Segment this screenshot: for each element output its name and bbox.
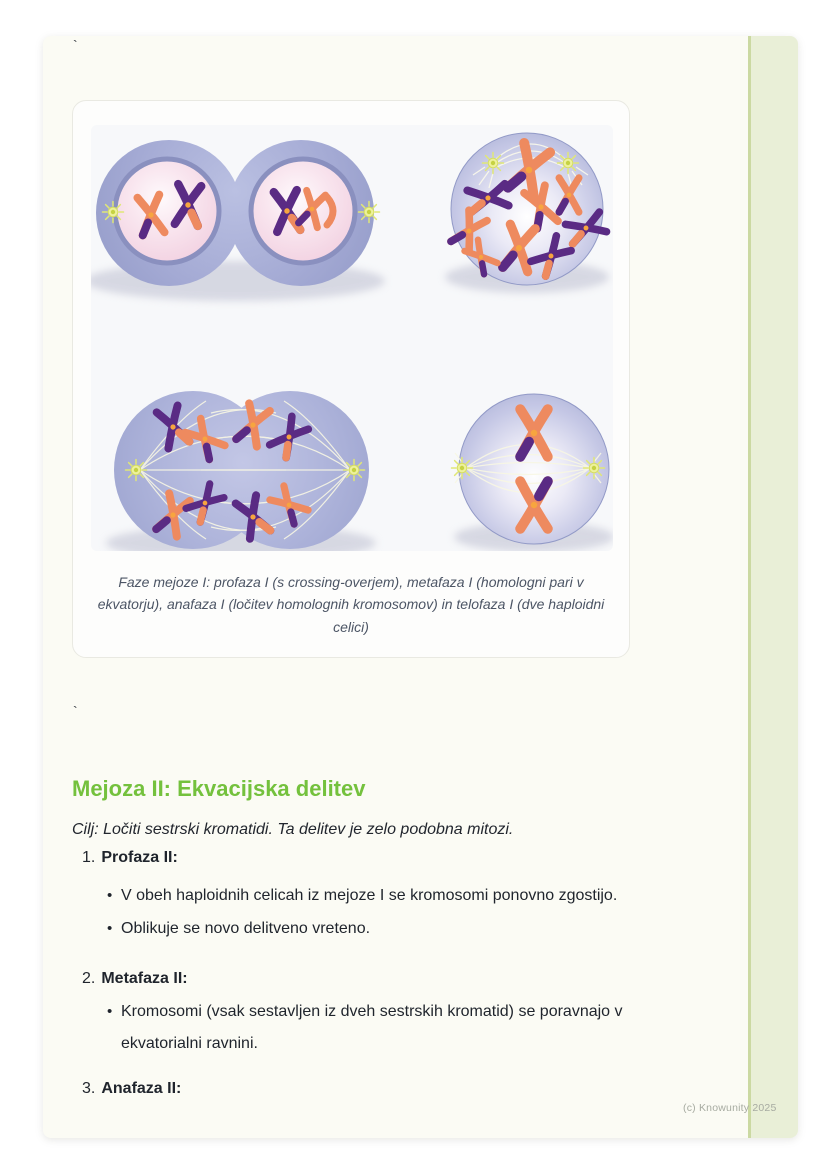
figure-caption: Faze mejoze I: profaza I (s crossing-overjem), metafaza I (homologni pari v ekvatorju), anafaza I (ločitev homolognih kromosomov) in telofaza I (dve haploidni celici) [97,574,605,635]
figure-card [72,100,630,658]
centrosome-icon [452,458,473,479]
green-margin-stripe [748,36,798,1138]
list-title: Metafaza II: [101,970,188,987]
list-title: Profaza II: [101,849,178,866]
list-item-profaza-ii [82,848,178,868]
list-item-anafaza-ii [82,1079,181,1099]
centrosome-icon [483,153,504,174]
centrosome-icon [359,202,380,223]
list-title: Anafaza II: [101,1080,182,1097]
list-number: 1. [82,849,96,866]
bullet-icon: • [107,887,113,904]
bullet-icon: • [107,920,113,937]
meiosis-illustration [91,125,613,551]
centrosome-icon [558,153,579,174]
centrosome-icon [584,458,605,479]
bullet-icon: • [107,1003,113,1020]
bullet-text: V obeh haploidnih celicah iz mejoze I se kromosomi ponovno zgostijo. [121,887,618,904]
metaphase-ii-cell [452,394,610,544]
centrosome-icon [344,460,365,481]
list-bullet [107,913,370,945]
content-panel [43,36,798,1138]
stray-backtick-mid: ` [73,703,78,719]
section-heading: Mejoza II: Ekvacijska delitev [72,776,366,802]
list-number: 3. [82,1080,96,1097]
list-bullet [107,996,706,1060]
list-number: 2. [82,970,96,987]
centrosome-icon [126,460,147,481]
intro-text: Cilj: Ločiti sestrski kromatidi. Ta delitev je zelo podobna mitozi. [72,821,514,838]
centrosome-icon [103,202,124,223]
stray-backtick-top: ` [73,37,78,53]
watermark: (c) Knowunity 2025 [683,1102,777,1114]
bullet-text: Kromosomi (vsak sestavljen iz dveh sestrskih kromatid) se poravnajo v ekvatorialni ravnini. [121,1003,623,1052]
list-item-metafaza-ii [82,969,188,989]
figure-art-panel [91,125,613,551]
list-bullet [107,880,617,912]
prophase-i-cell [451,133,607,285]
bullet-text: Oblikuje se novo delitveno vreteno. [121,920,371,937]
anaphase-i-cell [114,391,369,549]
